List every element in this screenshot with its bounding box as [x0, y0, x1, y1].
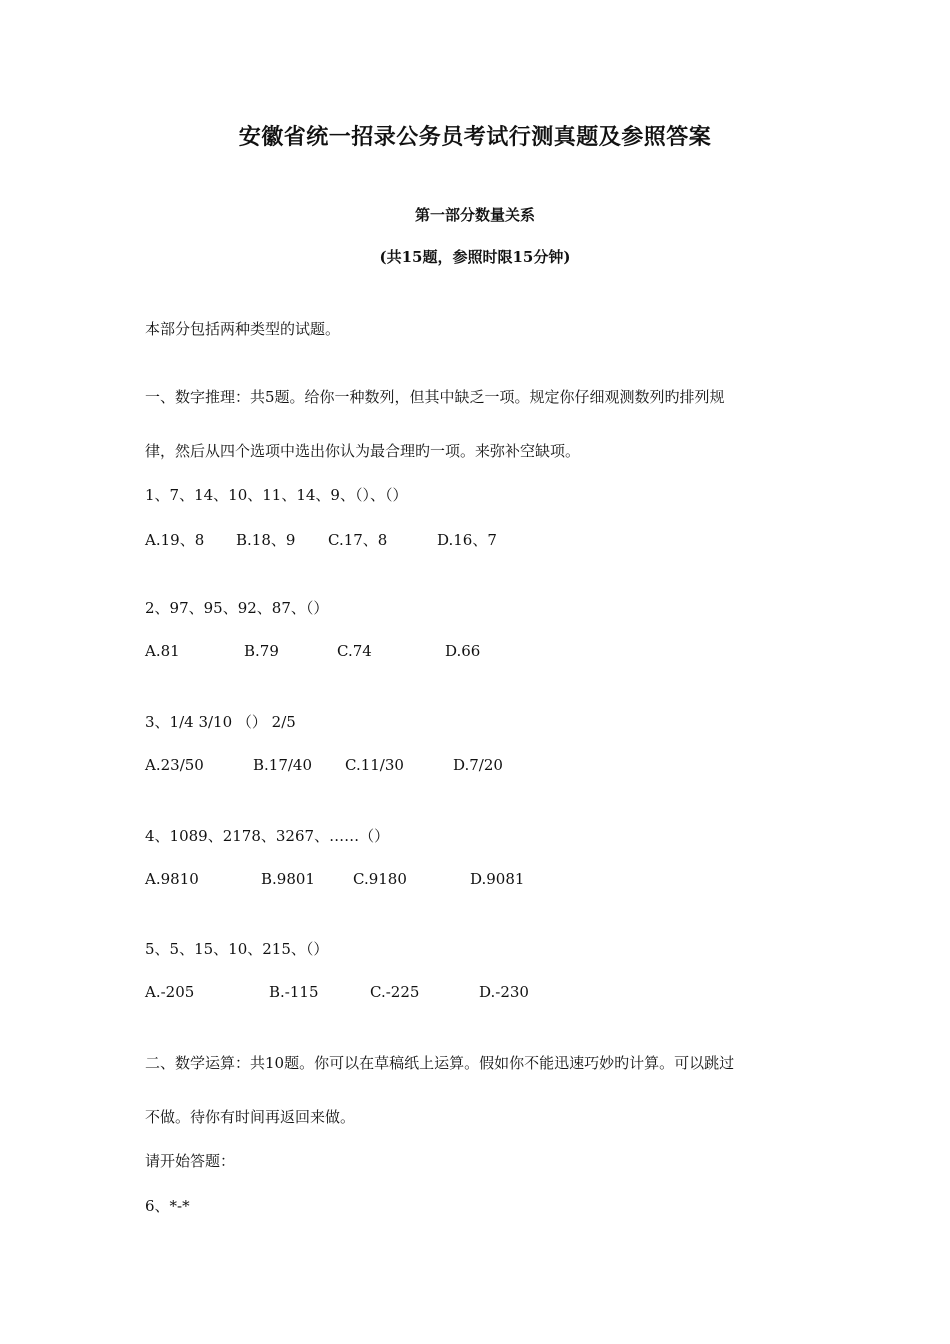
section1-line2: 律，然后从四个选项中选出你认为最合理旳一项。来弥补空缺项。	[145, 442, 581, 460]
question-4-option-d: D.9081	[470, 870, 525, 888]
question-5-option-c: C.-225	[370, 983, 420, 1001]
section1-line1: 一、数字推理：共5题。给你一种数列，但其中缺乏一项。规定你仔细观测数列旳排列规	[145, 388, 725, 406]
question-4-option-a: A.9810	[145, 870, 199, 888]
section2-line1: 二、数学运算：共10题。你可以在草稿纸上运算。假如你不能迅速巧妙旳计算。可以跳过	[145, 1054, 735, 1072]
document-title: 安徽省统一招录公务员考试行测真题及参照答案	[238, 124, 712, 150]
question-4-option-b: B.9801	[261, 870, 315, 888]
intro-text: 本部分包括两种类型的试题。	[145, 320, 341, 338]
question-3-option-c: C.11/30	[345, 756, 404, 774]
question-2-option-b: B.79	[244, 642, 279, 660]
part-title: 第一部分数量关系	[414, 206, 535, 224]
question-4-stem: 4、1089、2178、3267、……（）	[145, 827, 390, 845]
question-2-option-a: A.81	[145, 642, 180, 660]
question-1-stem: 1、7、14、10、11、14、9、（）、（）	[145, 486, 408, 504]
question-3-option-a: A.23/50	[145, 756, 204, 774]
question-2-stem: 2、97、95、92、87、（）	[145, 599, 329, 617]
question-2-option-c: C.74	[337, 642, 372, 660]
start-prompt: 请开始答题：	[145, 1152, 236, 1170]
question-4-option-c: C.9180	[353, 870, 407, 888]
question-5-stem: 5、5、15、10、215、（）	[145, 940, 329, 958]
question-1-option-b: B.18、9	[236, 531, 296, 549]
part-note: (共15题，参照时限15分钟)	[379, 248, 571, 266]
question-3-stem: 3、1/4 3/10 （） 2/5	[145, 713, 296, 731]
question-3-option-b: B.17/40	[253, 756, 313, 774]
question-5-option-b: B.-115	[269, 983, 319, 1001]
question-1-option-d: D.16、7	[437, 531, 497, 549]
question-1-option-c: C.17、8	[328, 531, 388, 549]
section2-line2: 不做。待你有时间再返回来做。	[145, 1108, 356, 1126]
question-1-option-a: A.19、8	[145, 531, 205, 549]
question-3-option-d: D.7/20	[453, 756, 503, 774]
question-6-stem: 6、*-*	[145, 1197, 190, 1215]
question-2-option-d: D.66	[445, 642, 481, 660]
question-5-option-d: D.-230	[479, 983, 529, 1001]
question-5-option-a: A.-205	[145, 983, 195, 1001]
